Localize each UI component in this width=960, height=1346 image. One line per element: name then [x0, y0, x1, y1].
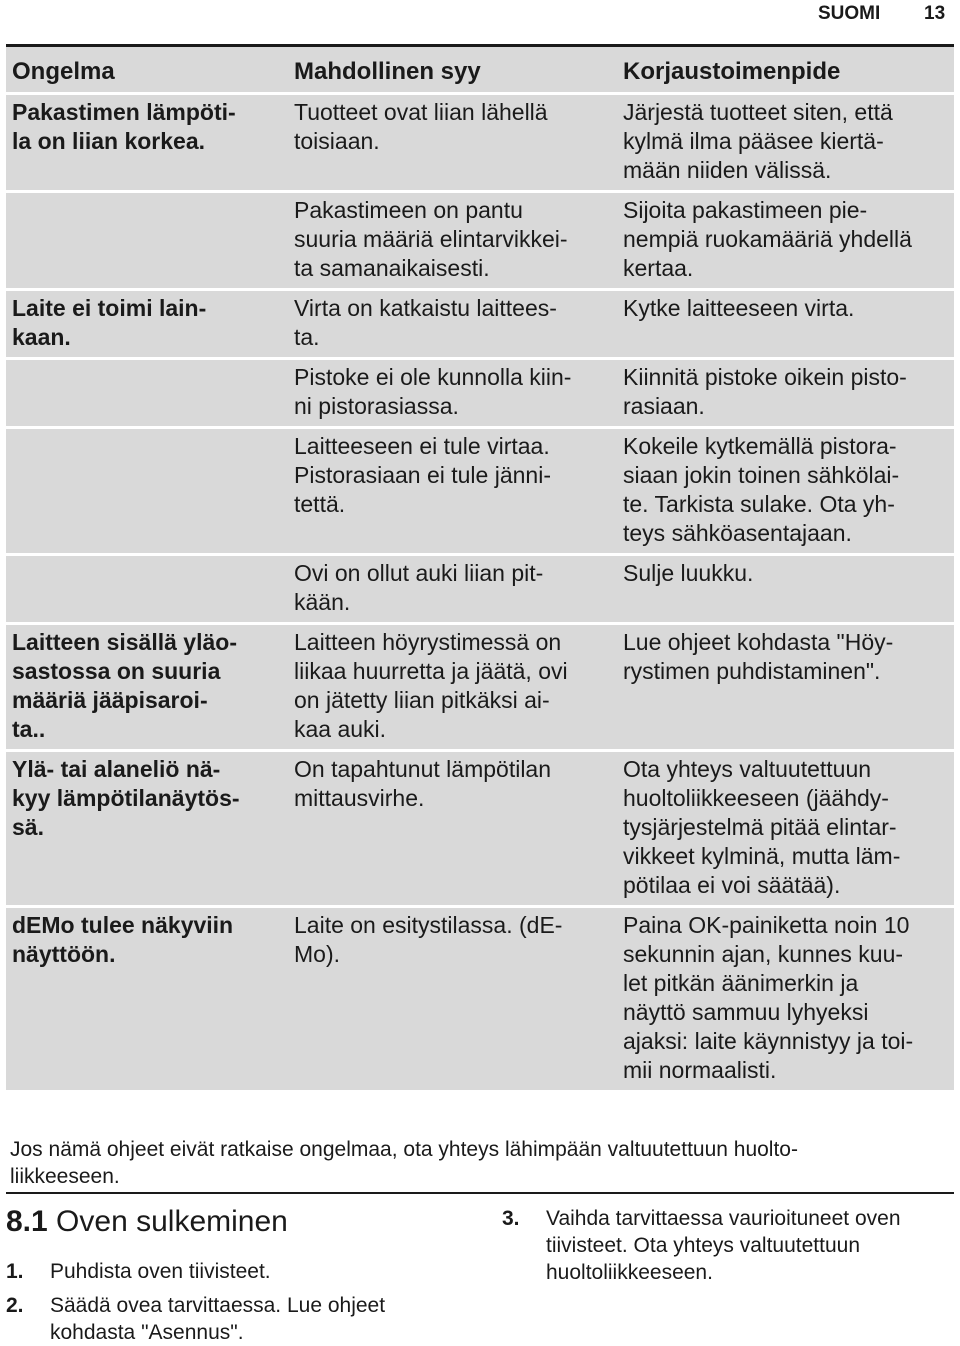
- problem-cell: [6, 429, 288, 553]
- problem-cell: dEMo tulee näkyviin näyttöön.: [12, 912, 234, 967]
- note-divider: [6, 1192, 954, 1194]
- problem-cell: [6, 193, 288, 288]
- solution-cell: Paina OK-painiketta noin 10 sekunnin ajan, kunnes kuu- let pitkän äänimerkin ja näyttö sammuu lyhyeksi ajaksi: laite käynnistyy ja toi- mii normaalisti.: [623, 912, 914, 1083]
- step-number: 3.: [502, 1207, 520, 1230]
- table-row: [6, 193, 954, 291]
- page-header: [0, 0, 960, 30]
- problem-cell: Laite ei toimi lain- kaan.: [12, 295, 207, 350]
- cause-cell: Tuotteet ovat liian lähellä toisiaan.: [294, 99, 548, 154]
- page-number: 13: [924, 3, 946, 24]
- solution-cell: Kytke laitteeseen virta.: [623, 295, 855, 321]
- step-text: Säädä ovea tarvittaessa. Lue ohjeet kohdasta "Asennus".: [50, 1294, 386, 1344]
- column-header-problem: Ongelma: [12, 58, 115, 85]
- cause-cell: Laitteeseen ei tule virtaa. Pistorasiaan ei tule jänni- tettä.: [294, 433, 551, 517]
- table-row: [6, 625, 954, 752]
- step-number: 1.: [6, 1260, 24, 1283]
- table-row: [6, 556, 954, 625]
- problem-cell: Ylä- tai alaneliö nä- kyy lämpötilanäytös- sä.: [12, 756, 240, 840]
- problem-cell: [6, 556, 288, 622]
- cause-cell: Virta on katkaistu laittees- ta.: [294, 295, 557, 350]
- section-title: Oven sulkeminen: [47, 1205, 288, 1238]
- cause-cell: Laite on esitystilassa. (dE- Mo).: [294, 912, 563, 967]
- table-row: [6, 429, 954, 556]
- cause-cell: Laitteen höyrystimessä on liikaa huurretta ja jäätä, ovi on jätetty liian pitkäksi ai- kaa auki.: [294, 629, 568, 742]
- table-row: [6, 360, 954, 429]
- list-item: [6, 1258, 476, 1288]
- section-number: 8.1: [6, 1205, 48, 1238]
- table-row: [6, 291, 954, 360]
- list-item: [502, 1205, 958, 1289]
- solution-cell: Sulje luukku.: [623, 560, 754, 586]
- problem-cell: Laitteen sisällä yläo- sastossa on suuria määriä jääpisaroi- ta..: [12, 629, 237, 742]
- step-text: Vaihda tarvittaessa vaurioituneet oven tiivisteet. Ota yhteys valtuutettuun huoltoliikkeeseen.: [546, 1207, 901, 1284]
- table-row: [6, 752, 954, 908]
- cause-cell: Pistoke ei ole kunnolla kiin- ni pistorasiassa.: [294, 364, 572, 419]
- table-row: [6, 908, 954, 1093]
- solution-cell: Sijoita pakastimeen pie- nempiä ruokamääriä yhdellä kertaa.: [623, 197, 912, 281]
- service-note: Jos nämä ohjeet eivät ratkaise ongelmaa, ota yhteys lähimpään valtuutettuun huolto- liikkeeseen.: [10, 1138, 798, 1188]
- solution-cell: Ota yhteys valtuutettuun huoltoliikkeeseen (jäähdy- tysjärjestelmä pitää elintar- vikkeet kylminä, mutta läm- pötilaa ei voi säätää).: [623, 756, 901, 898]
- step-text: Puhdista oven tiivisteet.: [50, 1260, 271, 1283]
- problem-cell: [6, 360, 288, 426]
- cause-cell: Ovi on ollut auki liian pit- kään.: [294, 560, 544, 615]
- table-header-row: [6, 47, 954, 95]
- solution-cell: Järjestä tuotteet siten, että kylmä ilma pääsee kiertä- mään niiden välissä.: [623, 99, 893, 183]
- section-heading: [6, 1204, 288, 1240]
- solution-cell: Lue ohjeet kohdasta "Höy- rystimen puhdistaminen".: [623, 629, 894, 684]
- step-number: 2.: [6, 1294, 24, 1317]
- troubleshooting-table: [6, 47, 954, 1093]
- column-header-solution: Korjaustoimenpide: [623, 58, 841, 85]
- list-item: [6, 1292, 476, 1346]
- cause-cell: Pakastimeen on pantu suuria määriä elintarvikkei- ta samanaikaisesti.: [294, 197, 568, 281]
- cause-cell: On tapahtunut lämpötilan mittausvirhe.: [294, 756, 552, 811]
- solution-cell: Kokeile kytkemällä pistora- siaan jokin toinen sähkölai- te. Tarkista sulake. Ota yh- teys sähköasentajaan.: [623, 433, 900, 546]
- solution-cell: Kiinnitä pistoke oikein pisto- rasiaan.: [623, 364, 907, 419]
- column-header-cause: Mahdollinen syy: [294, 58, 481, 85]
- language-label: SUOMI: [818, 3, 881, 24]
- problem-cell: Pakastimen lämpöti- la on liian korkea.: [12, 99, 236, 154]
- table-row: [6, 95, 954, 193]
